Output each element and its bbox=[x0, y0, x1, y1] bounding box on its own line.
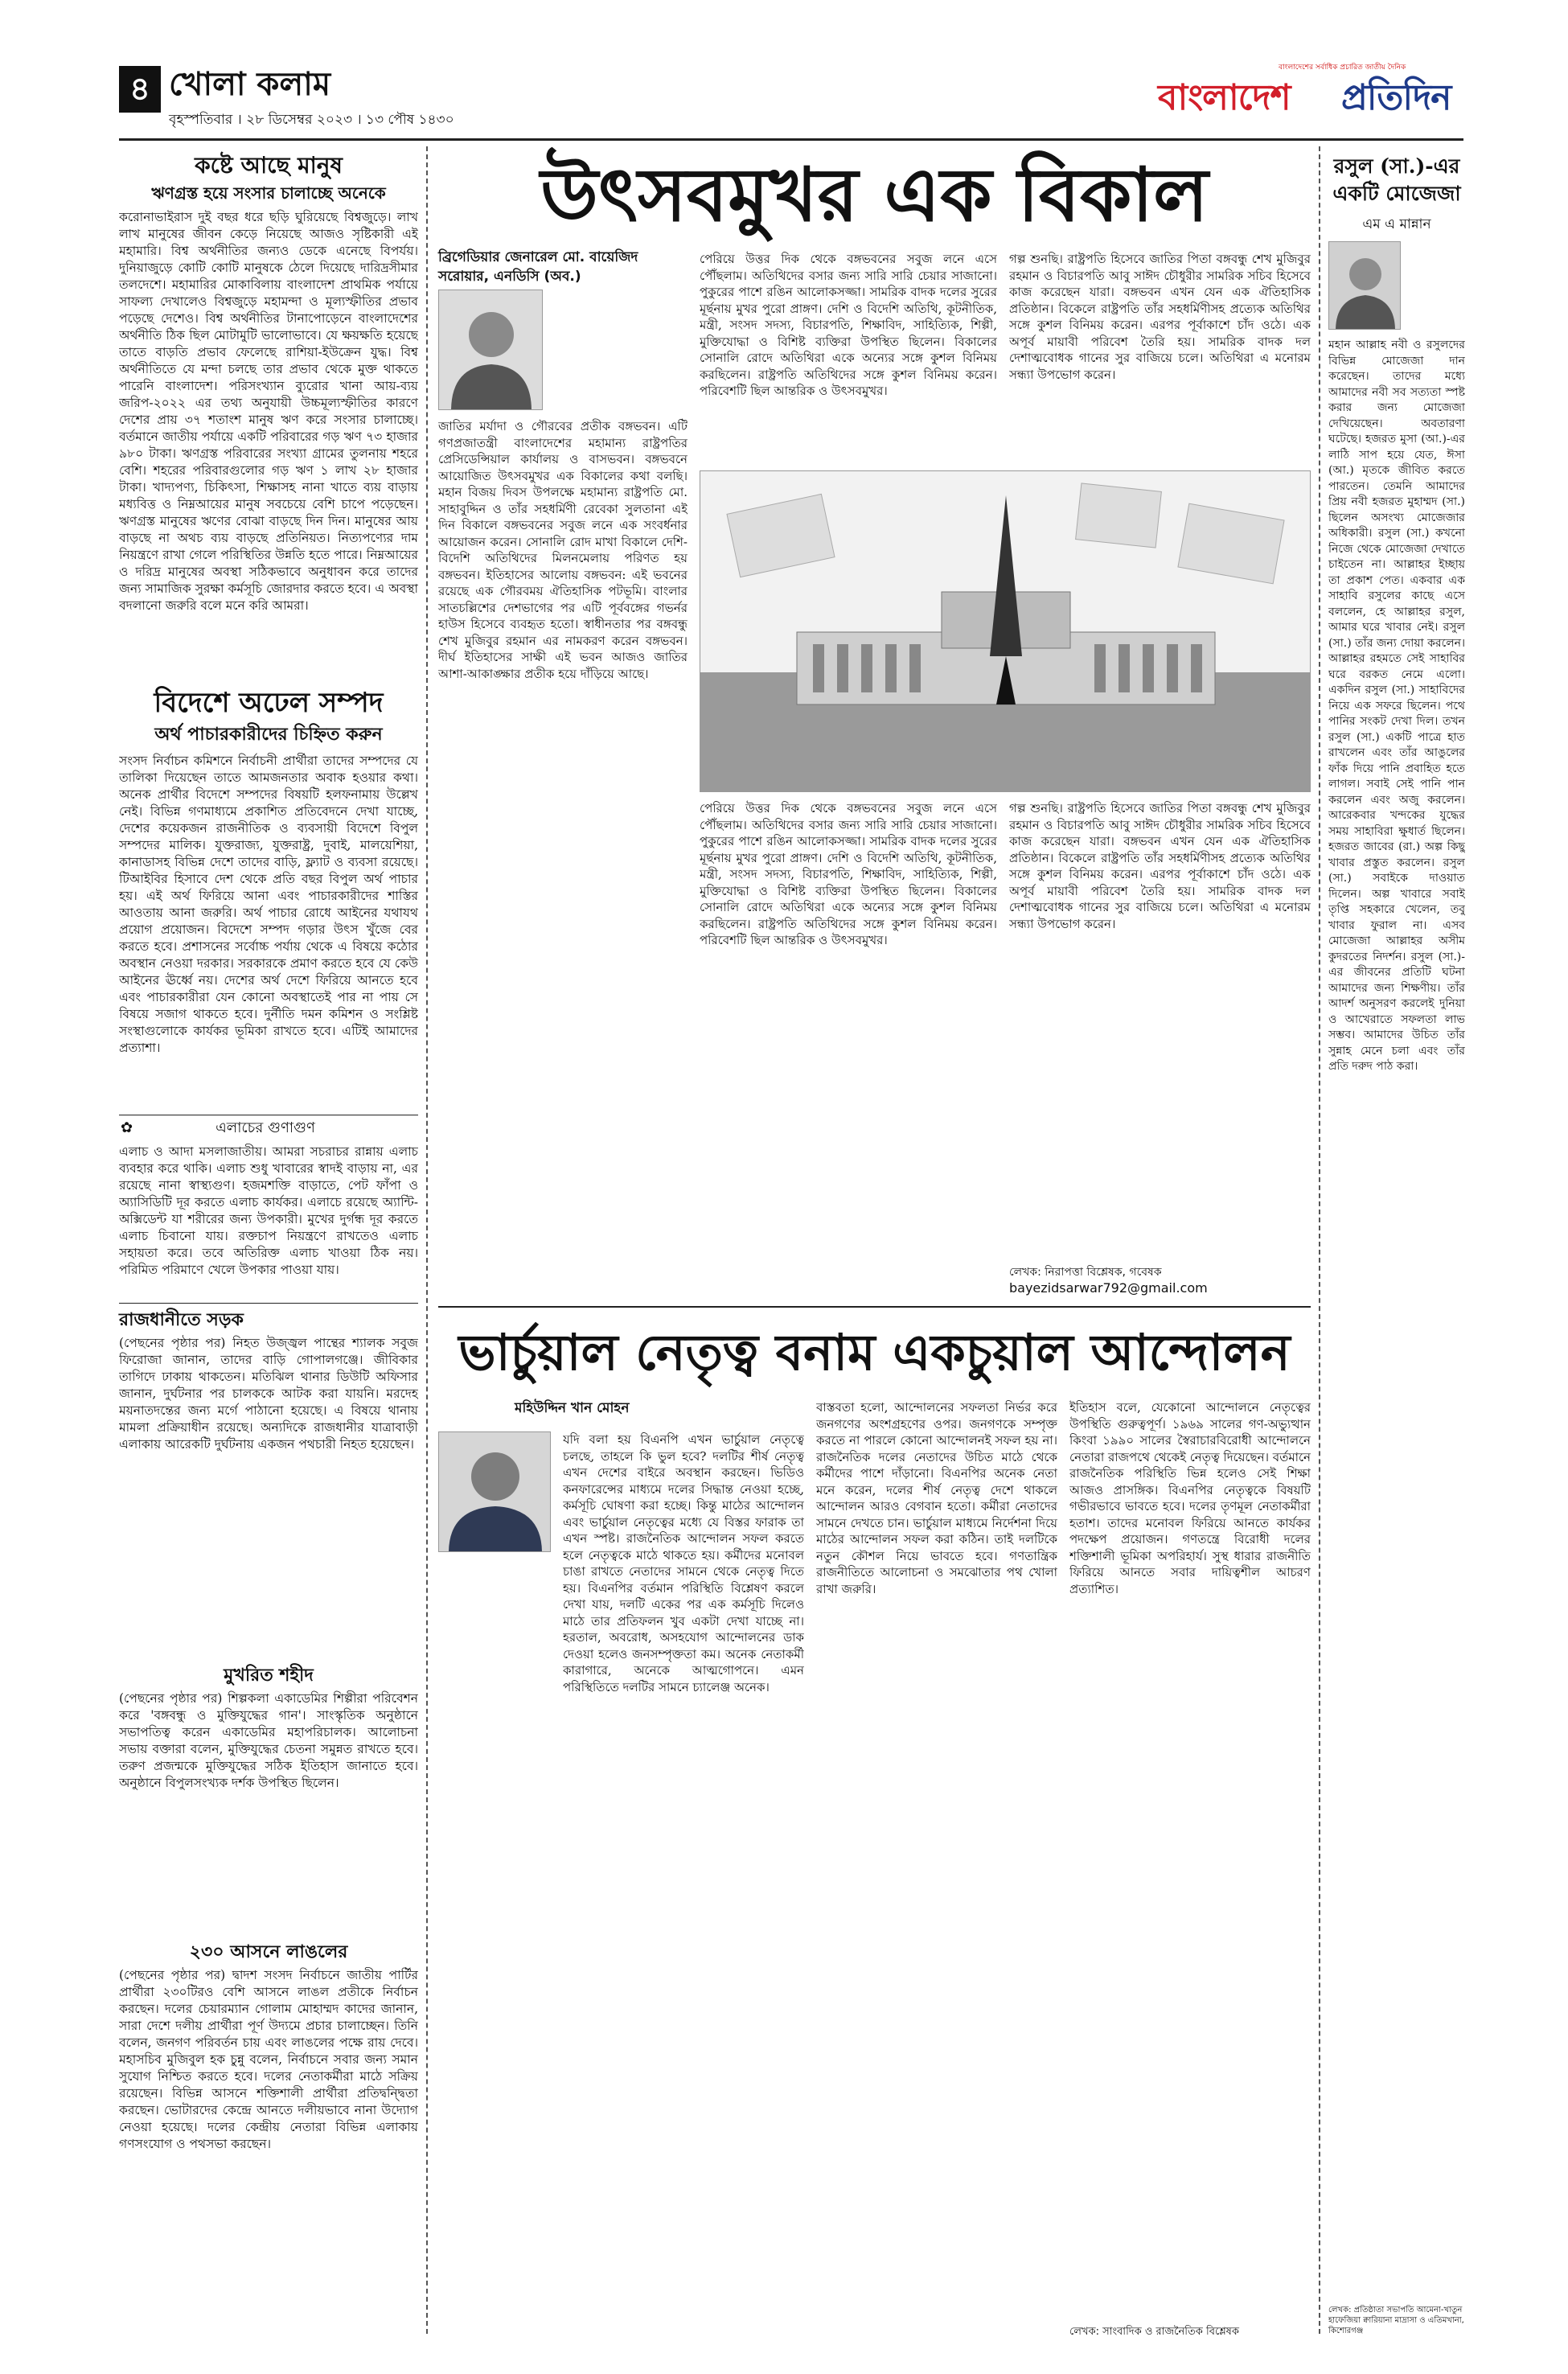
masthead-rule bbox=[119, 138, 1463, 141]
article-title: রসুল (সা.)-এর একটি মোজেজা bbox=[1332, 154, 1461, 205]
author-note: লেখক: নিরাপত্তা বিশ্লেষক, গবেষক bbox=[1009, 1266, 1162, 1279]
article-title: এলাচের গুণাগুণ bbox=[215, 1119, 315, 1136]
article-subtitle: ঋণগ্রস্ত হয়ে সংসার চালাচ্ছে অনেকে bbox=[151, 183, 386, 203]
pen-and-building-icon bbox=[700, 471, 1311, 792]
author-photo bbox=[438, 1431, 551, 1552]
second-author-note: লেখক: সাংবাদিক ও রাজনৈতিক বিশ্লেষক bbox=[1069, 2326, 1239, 2338]
article-body: (পেছনের পৃষ্ঠার পর) শিল্পকলা একাডেমির শিল্পীরা পরিবেশন করে 'বঙ্গবন্ধু ও মুক্তিযুদ্ধের গান'। সাংস্কৃতিক অনুষ্ঠানে সভাপতিত্ব করেন একাডেমির মহাপরিচালক। আলোচনা সভায় বক্তারা বলেন, মুক্তিযুদ্ধের চেতনা সমুন্নত রাখতে হবে। তরুণ প্রজন্মকে মুক্তিযুদ্ধের সঠিক ইতিহাস জানাতে হবে। অনুষ্ঠানে বিপুলসংখ্যক দর্শক উপস্থিত ছিলেন। bbox=[119, 1691, 418, 1790]
article-title: কষ্টে আছে মানুষ bbox=[195, 152, 343, 179]
article-title: মুখরিত শহীদ bbox=[224, 1665, 314, 1686]
main-body-col2-lower: পেরিয়ে উত্তর দিক থেকে বঙ্গভবনের সবুজ লনে এসে পৌঁছলাম। অতিথিদের বসার জন্য সারি সারি চেয়ার সাজানো। পুকুরের পাশে রঙিন আলোকসজ্জা। সামরিক বাদক দলের সুরের মূর্ছনায় মুখর পুরো প্রাঙ্গণ। দেশি ও বিদেশি অতিথি, কূটনীতিক, মন্ত্রী, সংসদ সদস্য, বিচারপতি, শিক্ষাবিদ, সাহিত্যিক, শিল্পী, মুক্তিযোদ্ধা ও বিশিষ্ট ব্যক্তিরা উপস্থিত ছিলেন। বিকালের সোনালি রোদে অতিথিরা একে অন্যের সঙ্গে কুশল বিনিময় করছিলেন। রাষ্ট্রপতি অতিথিদের সঙ্গে কুশল বিনিময় করেন। পরিবেশটি ছিল আন্তরিক ও উৎসবমুখর। bbox=[700, 801, 997, 947]
person-icon bbox=[439, 1432, 551, 1552]
main-body-col1: জাতির মর্যাদা ও গৌরবের প্রতীক বঙ্গভবন। এটি গণপ্রজাতন্ত্রী বাংলাদেশের মহামান্য রাষ্ট্রপতির প্রেসিডেন্সিয়াল কার্যালয় ও বাসভবন। বঙ্গভবনে আয়োজিত উৎসবমুখর এক বিকালের কথা বলছি। মহান বিজয় দিবস উপলক্ষে মহামান্য রাষ্ট্রপতি মো. সাহাবুদ্দিন ও তাঁর সহধর্মিণী রেবেকা সুলতানা এই দিন বিকালে বঙ্গভবনের সবুজ লনে এক সংবর্ধনার আয়োজন করেন। সোনালি রোদ মাখা বিকালে দেশি-বিদেশি অতিথিদের মিলনমেলায় পরিণত হয় বঙ্গভবন। ইতিহাসের আলোয় বঙ্গভবন: এই ভবনের রয়েছে এক গৌরবময় ঐতিহাসিক পটভূমি। বাংলার সাতচল্লিশের দেশভাগের পর এটি পূর্ববঙ্গের গভর্নর হাউস হিসেবে ব্যবহৃত হতো। স্বাধীনতার পর বঙ্গবন্ধু শেখ মুজিবুর রহমান এর নামকরণ করেন বঙ্গভবন। দীর্ঘ ইতিহাসের সাক্ষী এই ভবন আজও জাতির আশা-আকাঙ্ক্ষার প্রতীক হয়ে দাঁড়িয়ে আছে। bbox=[438, 419, 688, 681]
main-body-col2: পেরিয়ে উত্তর দিক থেকে বঙ্গভবনের সবুজ লনে এসে পৌঁছলাম। অতিথিদের বসার জন্য সারি সারি চেয়ার সাজানো। পুকুরের পাশে রঙিন আলোকসজ্জা। সামরিক বাদক দলের সুরের মূর্ছনায় মুখর পুরো প্রাঙ্গণ। দেশি ও বিদেশি অতিথি, কূটনীতিক, মন্ত্রী, সংসদ সদস্য, বিচারপতি, শিক্ষাবিদ, সাহিত্যিক, শিল্পী, মুক্তিযোদ্ধা ও বিশিষ্ট ব্যক্তিরা উপস্থিত ছিলেন। বিকালের সোনালি রোদে অতিথিরা একে অন্যের সঙ্গে কুশল বিনিময় করছিলেন। রাষ্ট্রপতি অতিথিদের সঙ্গে কুশল বিনিময় করেন। পরিবেশটি ছিল আন্তরিক ও উৎসবমুখর। bbox=[700, 252, 997, 398]
paper-name-bangladesh: বাংলাদেশ bbox=[1158, 77, 1291, 118]
second-headline: ভার্চুয়াল নেতৃত্ব বনাম একচুয়াল আন্দোলন bbox=[458, 1323, 1291, 1382]
article-body: এলাচ ও আদা মসলাজাতীয়। আমরা সচরাচর রান্নায় এলাচ ব্যবহার করে থাকি। এলাচ শুধু খাবারের স্বাদই বাড়ায় না, এর রয়েছে নানা স্বাস্থ্যগুণ। হজমশক্তি বাড়াতে, পেট ফাঁপা ও অ্যাসিডিটি দূর করতে এলাচ কার্যকর। এলাচে রয়েছে অ্যান্টি-অক্সিডেন্ট যা শরীরের জন্য উপকারী। মুখের দুর্গন্ধ দূর করতে এলাচ চিবানো যায়। রক্তচাপ নিয়ন্ত্রণে রাখতেও এলাচ সহায়তা করে। তবে অতিরিক্ত এলাচ খাওয়া ঠিক নয়। পরিমিত পরিমাণে খেলে উপকার পাওয়া যায়। bbox=[119, 1144, 418, 1277]
second-body-col2: বাস্তবতা হলো, আন্দোলনের সফলতা নির্ভর করে জনগণের অংশগ্রহণের ওপর। জনগণকে সম্পৃক্ত করতে না পারলে কোনো আন্দোলনই সফল হয় না। রাজনৈতিক দলের নেতাদের উচিত মাঠে থেকে কর্মীদের পাশে দাঁড়ানো। বিএনপির অনেক নেতা মনে করেন, দলের শীর্ষ নেতৃত্ব দেশে থাকলে আন্দোলন আরও বেগবান হতো। কর্মীরা নেতাদের সামনে দেখতে চান। ভার্চুয়াল মাধ্যমে নির্দেশনা দিয়ে মাঠের আন্দোলন সফল করা কঠিন। তাই দলটিকে নতুন কৌশল নিয়ে ভাবতে হবে। গণতান্ত্রিক রাজনীতিতে আলোচনা ও সমঝোতার পথ খোলা রাখা জরুরি। bbox=[816, 1400, 1057, 1596]
right-divider bbox=[1319, 146, 1320, 2334]
second-body-col3: ইতিহাস বলে, যেকোনো আন্দোলনে নেতৃত্বের উপস্থিতি গুরুত্বপূর্ণ। ১৯৬৯ সালের গণ-অভ্যুত্থান কিংবা ১৯৯০ সালের স্বৈরাচারবিরোধী আন্দোলনে নেতারা রাজপথে থেকেই নেতৃত্ব দিয়েছেন। বর্তমানে রাজনৈতিক পরিস্থিতি ভিন্ন হলেও সেই শিক্ষা আজও প্রাসঙ্গিক। বিএনপির নেতৃত্বকে বিষয়টি গভীরভাবে ভাবতে হবে। দলের তৃণমূল নেতাকর্মীরা হতাশ। তাদের মনোবল ফিরিয়ে আনতে কার্যকর পদক্ষেপ প্রয়োজন। গণতন্ত্রে বিরোধী দলের শক্তিশালী ভূমিকা অপরিহার্য। সুস্থ ধারার রাজনীতি ফিরিয়ে আনতে সবার দায়িত্বশীল আচরণ প্রত্যাশিত। bbox=[1069, 1400, 1311, 1596]
left-divider bbox=[426, 146, 428, 2334]
main-headline: উৎসবমুখর এক বিকাল bbox=[540, 151, 1209, 238]
article-body: (পেছনের পৃষ্ঠার পর) দ্বাদশ সংসদ নির্বাচনে জাতীয় পার্টির প্রার্থীরা ২৩০টিরও বেশি আসনে লাঙল প্রতীকে নির্বাচন করছেন। দলের চেয়ারম্যান গোলাম মোহাম্মদ কাদের জানান, সারা দেশে দলীয় প্রার্থীরা পূর্ণ উদ্যমে প্রচার চালাচ্ছেন। তিনি বলেন, জনগণ পরিবর্তন চায় এবং লাঙলের পক্ষে রায় দেবে। মহাসচিব মুজিবুল হক চুন্নু বলেন, নির্বাচনে সবার জন্য সমান সুযোগ নিশ্চিত করতে হবে। দলের নেতাকর্মীরা মাঠে সক্রিয় রয়েছেন। বিভিন্ন আসনে শক্তিশালী প্রার্থীরা প্রতিদ্বন্দ্বিতা করছেন। ভোটারদের কেন্দ্রে আনতে দলীয়ভাবে নানা উদ্যোগ নেওয়া হয়েছে। দলের কেন্দ্রীয় নেতারা বিভিন্ন এলাকায় গণসংযোগ ও পথসভা করছেন। bbox=[119, 1968, 418, 2151]
article-author-note: লেখক: প্রতিষ্ঠাতা সভাপতি আমেনা-খাতুন হাফেজিয়া ক্বারিয়ানা মাদ্রাসা ও এতিমখানা, কিশোরগঞ্জ bbox=[1328, 2306, 1464, 2335]
article-title: রাজধানীতে সড়ক bbox=[119, 1309, 244, 1330]
author-email: bayezidsarwar792@gmail.com bbox=[1009, 1280, 1208, 1296]
page-number-box bbox=[119, 66, 161, 113]
second-byline: মহিউদ্দিন খান মোহন bbox=[515, 1400, 630, 1416]
main-byline: ব্রিগেডিয়ার জেনারেল মো. বায়েজিদ সরোয়ার, এনডিসি (অব.) bbox=[438, 249, 638, 285]
article-title: ২৩০ আসনে লাঙলের bbox=[189, 1941, 348, 1962]
section-title: খোলা কলাম bbox=[169, 66, 331, 103]
article-body: (পেছনের পৃষ্ঠার পর) নিহত উজ্জ্বল পান্থের শ্যালক সবুজ ফিরোজা জানান, তাদের বাড়ি গোপালগঞ্জে। জীবিকার তাগিদে ঢাকায় থাকতেন। মতিঝিল থানার ডিউটি অফিসার জানান, দুর্ঘটনার পর চালককে আটক করা যায়নি। মরদেহ ময়নাতদন্তের জন্য মর্গে পাঠানো হয়েছে। এ বিষয়ে থানায় মামলা প্রক্রিয়াধীন রয়েছে। অন্যদিকে রাজধানীর যাত্রাবাড়ী এলাকায় আরেকটি দুর্ঘটনায় একজন পথচারী নিহত হয়েছেন। bbox=[119, 1336, 418, 1452]
author-photo bbox=[438, 290, 543, 410]
main-body-col3: গল্প শুনছি। রাষ্ট্রপতি হিসেবে জাতির পিতা বঙ্গবন্ধু শেখ মুজিবুর রহমান ও বিচারপতি আবু সাঈদ চৌধুরীর সামরিক সচিব হিসেবে কাজ করেছেন যারা। বঙ্গভবন এখন যেন এক ঐতিহাসিক প্রতিষ্ঠান। বিকেলে রাষ্ট্রপতি তাঁর সহধর্মিণীসহ প্রত্যেক অতিথির সঙ্গে কুশল বিনিময় করেন। এরপর পূর্বাকাশে চাঁদ ওঠে। এক অপূর্ব মায়াবী পরিবেশ তৈরি হয়। সামরিক বাদক দল দেশাত্মবোধক গানের সুর বাজিয়ে চলে। অতিথিরা এ মনোরম সন্ধ্যা উপভোগ করেন। bbox=[1009, 252, 1311, 382]
paper-name-protidin: প্রতিদিন bbox=[1341, 77, 1451, 118]
article-title: বিদেশে অঢেল সম্পদ bbox=[154, 687, 384, 719]
person-icon bbox=[439, 290, 543, 410]
page-number: ৪ bbox=[129, 71, 150, 108]
second-body-col1: যদি বলা হয় বিএনপি এখন ভার্চুয়াল নেতৃত্বে চলছে, তাহলে কি ভুল হবে? দলটির শীর্ষ নেতৃত্ব এখন দেশের বাইরে অবস্থান করছেন। ভিডিও কনফারেন্সের মাধ্যমে দলের সিদ্ধান্ত নেওয়া হচ্ছে, কর্মসূচি ঘোষণা করা হচ্ছে। কিন্তু মাঠের আন্দোলন এবং ভার্চুয়াল নেতৃত্বের মধ্যে যে বিস্তর ফারাক তা এখন স্পষ্ট। রাজনৈতিক আন্দোলন সফল করতে হলে নেতৃত্বকে মাঠে থাকতে হয়। কর্মীদের মনোবল চাঙা রাখতে নেতাদের সামনে থেকে নেতৃত্ব দিতে হয়। বিএনপির বর্তমান পরিস্থিতি বিশ্লেষণ করলে দেখা যায়, দলটি একের পর এক কর্মসূচি দিলেও মাঠে তার প্রতিফলন খুব একটা দেখা যাচ্ছে না। হরতাল, অবরোধ, অসহযোগ আন্দোলনের ডাক দেওয়া হলেও জনসম্পৃক্ততা কম। অনেক নেতাকর্মী কারাগারে, অনেকে আত্মগোপনে। এমন পরিস্থিতিতে দলটির সামনে চ্যালেঞ্জ অনেক। bbox=[563, 1432, 804, 1694]
article-subtitle: অর্থ পাচারকারীদের চিহ্নিত করুন bbox=[154, 724, 383, 745]
article-byline: এম এ মান্নান bbox=[1362, 216, 1431, 232]
article-body: করোনাভাইরাস দুই বছর ধরে ছড়ি ঘুরিয়েছে বিশ্বজুড়ে। লাখ লাখ মানুষের জীবন কেড়ে নিয়েছে আজও সৃষ্টিকারী এই মহামারি। বিশ্ব অর্থনীতির জন্যও ডেকে এনেছে বিপর্যয়। দুনিয়াজুড়ে কোটি কোটি মানুষকে ঠেলে দিয়েছে দারিদ্রসীমার তলদেশে। মহামারির মোকাবিলায় বাংলাদেশ প্রাথমিক পর্যায়ে সাফল্য দেখালেও বিশ্বজুড়ে মহামন্দা ও মূল্যস্ফীতির প্রভাব পড়েছে দেশেও। বিশ্ব অর্থনীতির টানাপোড়েনে বাংলাদেশের অর্থনীতি ঠিক ছিল মোটামুটি ভালোভাবে। যে ক্ষয়ক্ষতি হয়েছে তাতে বাড়তি প্রভাব ফেলেছে রাশিয়া-ইউক্রেন যুদ্ধ। বিশ্ব অর্থনীতিতে যে মন্দা চলছে তার প্রভাব থেকে মুক্ত থাকতে পারেনি বাংলাদেশ। পরিসংখ্যান ব্যুরোর খানা আয়-ব্যয় জরিপ-২০২২ এর তথ্য অনুযায়ী উচ্চমূল্যস্ফীতির কারণে দেশের প্রায় ৩৭ শতাংশ মানুষ ঋণ করে সংসার চালাচ্ছে। বর্তমানে জাতীয় পর্যায়ে একটি পরিবারের গড় ঋণ ৭৩ হাজার ৯৮০ টাকা। ঋণগ্রস্ত পরিবারের সংখ্যা গ্রামের তুলনায় শহরে বেশি। শহরের পরিবারগুলোর গড় ঋণ ১ লাখ ২৮ হাজার টাকা। খাদ্যপণ্য, চিকিৎসা, শিক্ষাসহ নানা খাতে ব্যয় বাড়ায় মধ্যবিত্ত ও নিম্নআয়ের মানুষ সবচেয়ে বেশি চাপে পড়েছেন। ঋণগ্রস্ত মানুষের ঋণের বোঝা বাড়ছে দিন দিন। মানুষের আয় বাড়ছে না অথচ ব্যয় বাড়ছে প্রতিনিয়ত। নিত্যপণ্যের দাম নিয়ন্ত্রণে রাখা গেলে পরিস্থিতির উন্নতি হতে পারে। নিম্নআয়ের ও দরিদ্র মানুষের অবস্থা সঠিকভাবে অনুধাবন করে তাদের জন্য সামাজিক সুরক্ষা কর্মসূচি জোরদার করতে হবে। এ অবস্থা বদলানো জরুরি বলে মনে করি আমরা। bbox=[119, 210, 418, 613]
author-photo bbox=[1328, 241, 1401, 330]
article-body: মহান আল্লাহ নবী ও রসুলদের বিভিন্ন মোজেজা দান করেছেন। তাদের মধ্যে আমাদের নবী সব সত্যতা স্পষ্ট করার জন্য মোজেজা দেখিয়েছেন। অবতারণা ঘটেছে। হজরত মুসা (আ.)-এর লাঠি সাপ হয়ে যেত, ঈসা (আ.) মৃতকে জীবিত করতে পারতেন। তেমনি আমাদের প্রিয় নবী হজরত মুহাম্মদ (সা.) ছিলেন অসংখ্য মোজেজার অধিকারী। রসুল (সা.) কখনো নিজে থেকে মোজেজা দেখাতে চাইতেন না। আল্লাহর ইচ্ছায় তা প্রকাশ পেত। একবার এক সাহাবি রসুলের কাছে এসে বললেন, হে আল্লাহর রসুল, আমার ঘরে খাবার নেই। রসুল (সা.) তাঁর জন্য দোয়া করলেন। আল্লাহর রহমতে সেই সাহাবির ঘরে বরকত নেমে এলো। একদিন রসুল (সা.) সাহাবিদের নিয়ে এক সফরে ছিলেন। পথে পানির সংকট দেখা দিল। তখন রসুল (সা.) একটি পাত্রে হাত রাখলেন এবং তাঁর আঙুলের ফাঁক দিয়ে পানি প্রবাহিত হতে লাগল। সবাই সেই পানি পান করলেন এবং অজু করলেন। আরেকবার খন্দকের যুদ্ধের সময় সাহাবিরা ক্ষুধার্ত ছিলেন। হজরত জাবের (রা.) অল্প কিছু খাবার প্রস্তুত করলেন। রসুল (সা.) সবাইকে দাওয়াত দিলেন। অল্প খাবারে সবাই তৃপ্তি সহকারে খেলেন, তবু খাবার ফুরাল না। এসব মোজেজা আল্লাহর অসীম কুদরতের নিদর্শন। রসুল (সা.)-এর জীবনের প্রতিটি ঘটনা আমাদের জন্য শিক্ষণীয়। তাঁর আদর্শ অনুসরণ করলেই দুনিয়া ও আখেরাতে সফলতা লাভ সম্ভব। আমাদের উচিত তাঁর সুন্নাহ মেনে চলা এবং তাঁর প্রতি দরুদ পাঠ করা। bbox=[1328, 339, 1465, 1073]
fraction-icon: ✿ bbox=[121, 1119, 133, 1136]
bangabhaban-image bbox=[700, 470, 1311, 792]
article-body: সংসদ নির্বাচন কমিশনে নির্বাচনী প্রার্থীরা তাদের সম্পদের যে তালিকা দিয়েছেন তাতে আমজনতার অবাক হওয়ার কথা। অনেক প্রার্থীর বিদেশে সম্পদের বিষয়টি হলফনামায় উল্লেখ নেই। বিভিন্ন গণমাধ্যমে প্রকাশিত প্রতিবেদনে দেখা যাচ্ছে, দেশের কয়েকজন রাজনীতিক ও ব্যবসায়ী বিদেশে বিপুল সম্পদের মালিক। যুক্তরাজ্য, যুক্তরাষ্ট্র, দুবাই, মালয়েশিয়া, কানাডাসহ বিভিন্ন দেশে তাদের বাড়ি, ফ্ল্যাট ও ব্যবসা রয়েছে। টিআইবির হিসাবে দেশ থেকে প্রতি বছর বিপুল অর্থ পাচার হয়। এই অর্থ ফিরিয়ে আনা এবং পাচারকারীদের শাস্তির আওতায় আনা জরুরি। অর্থ পাচার রোধে আইনের যথাযথ প্রয়োগ প্রয়োজন। বিদেশে সম্পদ গড়ার উৎস খুঁজে বের করতে হবে। প্রশাসনের সর্বোচ্চ পর্যায় থেকে এ বিষয়ে কঠোর অবস্থান নেওয়া দরকার। সরকারকে প্রমাণ করতে হবে যে কেউ আইনের ঊর্ধ্বে নয়। দেশের অর্থ দেশে ফিরিয়ে আনতে হবে এবং পাচারকারীরা যেন কোনো অবস্থাতেই পার না পায় সে বিষয়ে সজাগ থাকতে হবে। দুর্নীতি দমন কমিশন ও সংশ্লিষ্ট সংস্থাগুলোকে কার্যকর ভূমিকা রাখতে হবে। এটিই আমাদের প্রত্যাশা। bbox=[119, 754, 418, 1055]
section-rule bbox=[119, 1303, 418, 1304]
main-body-col3-lower: গল্প শুনছি। রাষ্ট্রপতি হিসেবে জাতির পিতা বঙ্গবন্ধু শেখ মুজিবুর রহমান ও বিচারপতি আবু সাঈদ চৌধুরীর সামরিক সচিব হিসেবে কাজ করেছেন যারা। বঙ্গভবন এখন যেন এক ঐতিহাসিক প্রতিষ্ঠান। বিকেলে রাষ্ট্রপতি তাঁর সহধর্মিণীসহ প্রত্যেক অতিথির সঙ্গে কুশল বিনিময় করেন। এরপর পূর্বাকাশে চাঁদ ওঠে। এক অপূর্ব মায়াবী পরিবেশ তৈরি হয়। সামরিক বাদক দল দেশাত্মবোধক গানের সুর বাজিয়ে চলে। অতিথিরা এ মনোরম সন্ধ্যা উপভোগ করেন। bbox=[1009, 801, 1311, 931]
paper-logo bbox=[1158, 61, 1463, 133]
date-line: বৃহস্পতিবার । ২৮ ডিসেম্বর ২০২৩ । ১৩ পৌষ ১৪৩০ bbox=[169, 112, 454, 128]
paper-tagline: বাংলাদেশের সর্বাধিক প্রচারিত জাতীয় দৈনিক bbox=[1279, 64, 1406, 72]
person-icon bbox=[1329, 242, 1401, 330]
section-rule bbox=[438, 1306, 1311, 1308]
